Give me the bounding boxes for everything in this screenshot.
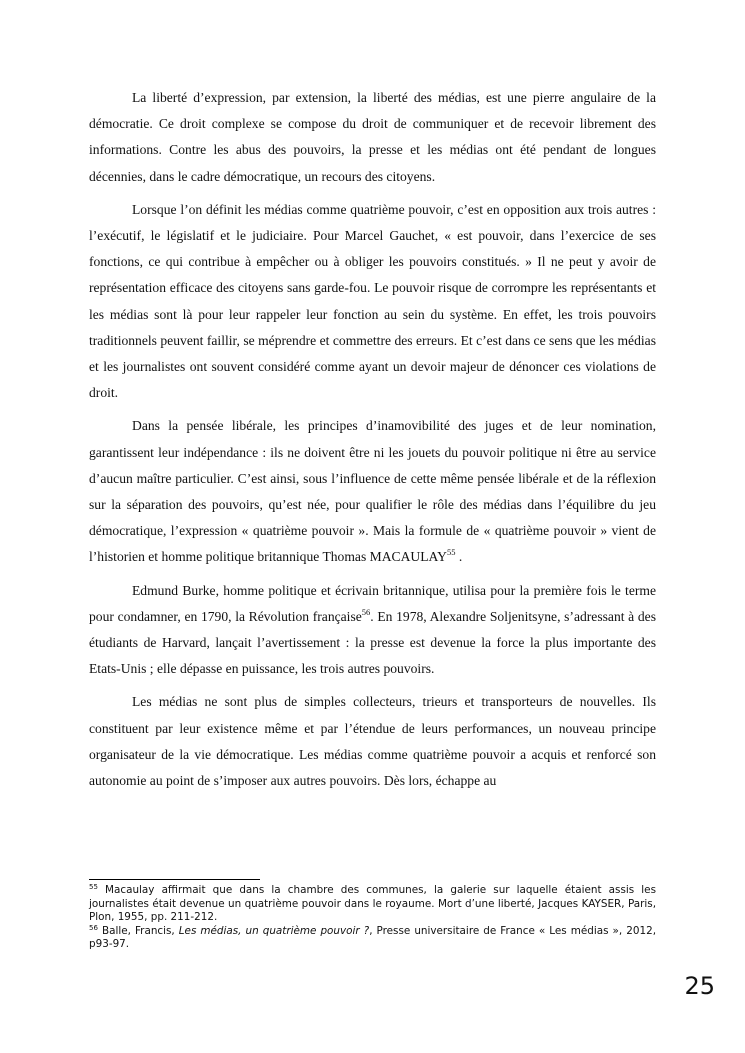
paragraph-text-tail: . (455, 549, 463, 565)
paragraph-text-tail: . En 1978, Alexandre Soljenitsyne, s’adressant à des étudiants de Harvard, lançait l’avertissement : la presse est devenue la force la plus importante des Etats-Unis ; elle dépasse en puissance, les trois autres pouvoirs. (89, 608, 656, 677)
footnote-text: Macaulay affirmait que dans la chambre des communes, la galerie sur laquelle étaient assis les journalistes était devenue un quatrième pouvoir dans le royaume. Mort d’une liberté, Jacques KAYSER, Paris, Plon, 1955, pp. 211-212. (89, 884, 656, 924)
footnote-text-tail: , Presse universitaire de France « Les médias », 2012, p93-97. (89, 924, 656, 951)
footnote-ref-55[interactable]: 55 (446, 547, 456, 558)
footnote-55 (89, 884, 656, 925)
footnote-number: 56 (89, 923, 98, 932)
footnote-number: 55 (89, 883, 98, 891)
paragraph-text: Les médias ne sont plus de simples collecteurs, trieurs et transporteurs de nouvelles. Ils constituent par leur existence même et par l’étendue de leurs performances, un nouveau principe organisateur de la vie démocratique. Les médias comme quatrième pouvoir a acquis et renforcé son autonomie au point de s’imposer aux autres pouvoirs. Dès lors, échappe au (89, 694, 656, 789)
paragraph-press-freedom (89, 85, 656, 190)
footnote-book-title: Les médias, un quatrième pouvoir ? (178, 924, 370, 937)
footnote-separator (89, 879, 260, 880)
paragraph-liberal-thought (89, 413, 656, 570)
body-text (89, 85, 656, 801)
paragraph-text: Dans la pensée libérale, les principes d’inamovibilité des juges et de leur nomination, garantissent leur indépendance : ils ne doivent être ni les jouets du pouvoir politique ni être au service d’aucun maître particulier. C’est ainsi, sous l’influence de cette même pensée libérale et de la réflexion sur la séparation des pouvoirs, qu’est née, pour qualifier le rôle des médias dans l’équilibre du jeu démocratique, l’expression « quatrième pouvoir ». Mais la formule de « quatrième pouvoir » vient de l’historien et homme politique britannique Thomas MACAULAY (89, 418, 656, 565)
paragraph-media-principle (89, 689, 656, 794)
footnote-text: Balle, Francis, (97, 924, 179, 937)
page-number: 25 (684, 972, 715, 1000)
footnote-56 (89, 925, 656, 952)
paragraph-text: Edmund Burke, homme politique et écrivain britannique, utilisa pour la première fois le terme pour condamner, en 1790, la Révolution française (89, 582, 656, 624)
paragraph-fourth-power-definition (89, 197, 656, 407)
paragraph-text: Lorsque l’on définit les médias comme quatrième pouvoir, c’est en opposition aux trois autres : l’exécutif, le législatif et le judiciaire. Pour Marcel Gauchet, « est pouvoir, dans l’exercice de ses fonctions, ce qui contribue à empêcher ou à obliger les pouvoirs constitués. » Il ne peut y avoir de représentation efficace des citoyens sans garde-fou. Le pouvoir risque de corrompre les représentants et les médias sont là pour leur rappeler leur fonction au sein du système. En effet, les trois pouvoirs traditionnels peuvent faillir, se méprendre et commettre des erreurs. Et c’est dans ce sens que les médias et les journalistes ont souvent considéré comme ayant un devoir majeur de dénoncer ces violations de droit. (89, 201, 656, 401)
paragraph-text: La liberté d’expression, par extension, la liberté des médias, est une pierre angulaire de la démocratie. Ce droit complexe se compose du droit de communiquer et de recevoir librement des informations. Contre les abus des pouvoirs, la presse et les médias ont été pendant de longues décennies, dans le cadre démocratique, un recours des citoyens. (89, 90, 656, 184)
footnotes (89, 884, 656, 952)
paragraph-burke (89, 578, 656, 683)
footnote-ref-56[interactable]: 56 (361, 606, 371, 617)
